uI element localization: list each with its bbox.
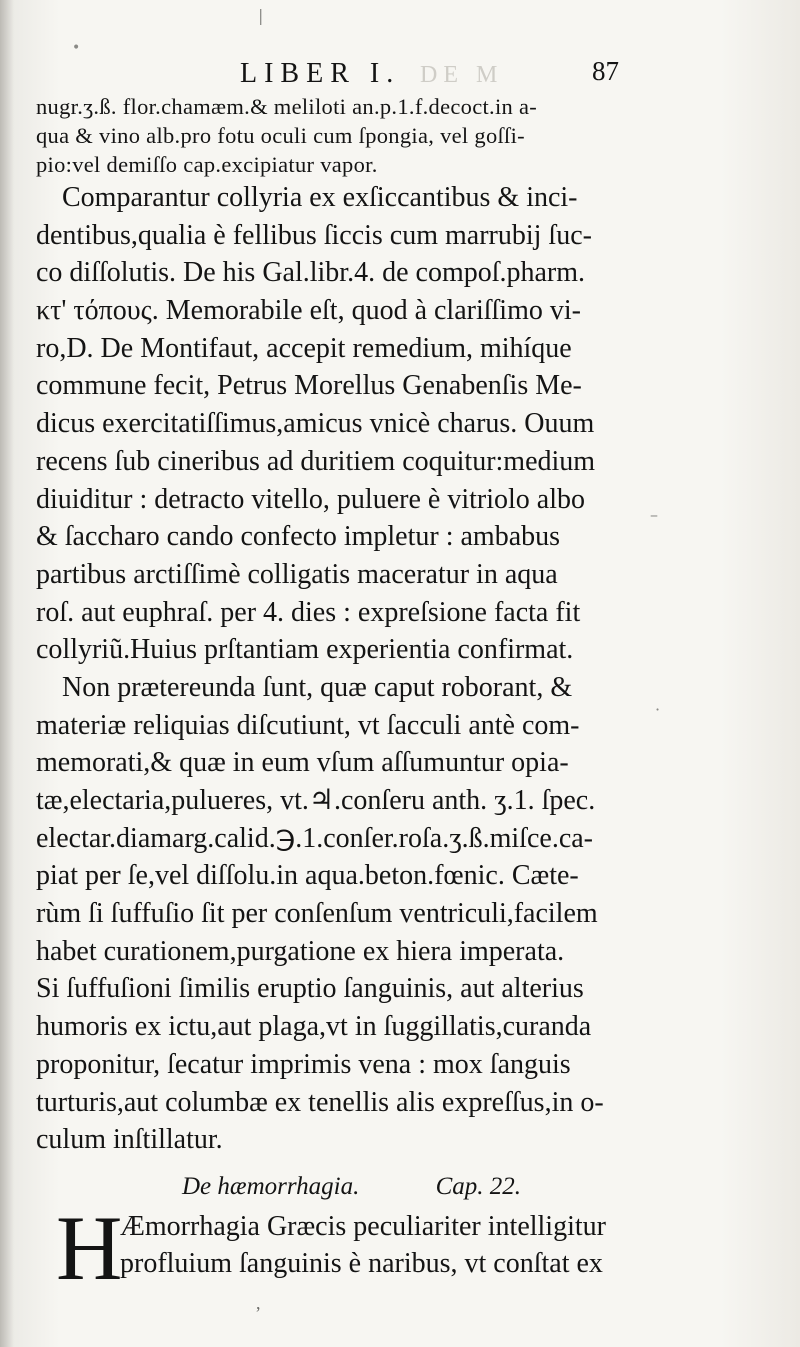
text-line: roſ. aut euphraſ. per 4. dies : expreſsione facta fit <box>36 596 581 628</box>
text-line: tæ,electaria,pulueres, vt.♃.conſeru anth. ʒ.1. ſpec. <box>36 785 596 816</box>
show-through-text: DE M <box>420 62 504 88</box>
text-line: piat per ſe,vel diſſolu.in aqua.beton.fœnic. Cæte- <box>36 860 579 892</box>
text-line: habet curationem,purgatione ex hiera imperata. <box>36 935 565 967</box>
chapter-heading <box>182 1173 521 1201</box>
text-line: co diſſolutis. De his Gal.libr.4. de compoſ.pharm. <box>36 257 586 289</box>
text-line: dentibus,qualia è fellibus ſiccis cum marrubij ſuc- <box>36 219 592 251</box>
ink-speck: , <box>256 1293 261 1313</box>
drop-cap-initial: H <box>56 1197 123 1299</box>
text-line: humoris ex ictu,aut plaga,vt in ſuggillatis,curanda <box>36 1011 592 1043</box>
running-head: LIBER I. <box>240 58 401 89</box>
text-line: turturis,aut columbæ ex tenellis alis expreſſus,in o- <box>36 1086 604 1118</box>
text-line: ro,D. De Montifaut, accepit remedium, mihíque <box>36 332 572 364</box>
text-line: rùm ſi ſuffuſio ſit per conſenſum ventriculi,facilem <box>36 898 598 930</box>
text-line: pio:vel demiſſo cap.excipiatur vapor. <box>36 152 378 177</box>
text-line: κτ' τόπους. Memorabile eſt, quod à clariſſimo vi- <box>36 295 581 327</box>
text-line: commune fecit, Petrus Morellus Genabenſis Me- <box>36 370 582 402</box>
text-line: profluium ſanguinis è naribus, vt conſtat ex <box>120 1248 603 1279</box>
chapter-title: De hæmorrhagia. <box>182 1173 360 1200</box>
text-line: partibus arctiſſimè colligatis maceratur in aqua <box>36 558 558 590</box>
ink-speck: · <box>655 700 661 719</box>
text-line: culum inſtillatur. <box>36 1124 223 1156</box>
text-line: Æmorrhagia Græcis peculiariter intelligitur <box>120 1211 606 1242</box>
text-line: recens ſub cineribus ad duritiem coquitur:medium <box>36 445 596 477</box>
text-line: memorati,& quæ in eum vſum aſſumuntur opia- <box>36 747 569 779</box>
text-line: dicus exercitatiſſimus,amicus vnicè charus. Ouum <box>36 408 595 440</box>
text-line: electar.diamarg.calid.℈.1.conſer.roſa.ʒ.ß.miſce.ca- <box>36 822 593 854</box>
text-line: Non prætereunda ſunt, quæ caput roborant, & <box>62 671 573 703</box>
chapter-number: Cap. 22. <box>435 1173 522 1200</box>
gutter-shadow <box>0 0 14 1347</box>
text-line: qua & vino alb.pro fotu oculi cum ſpongia, vel goſſi- <box>36 123 525 148</box>
text-line: Si ſuffuſioni ſimilis eruptio ſanguinis, aut alterius <box>36 973 584 1005</box>
ink-speck: – <box>650 505 658 524</box>
text-line: diuiditur : detracto vitello, puluere è vitriolo albo <box>36 483 585 515</box>
text-line: collyriũ.Huius prſtantiam experientia confirmat. <box>36 634 574 666</box>
text-line: proponitur, ſecatur imprimis vena : mox ſanguis <box>36 1048 571 1080</box>
text-line: Comparantur collyria ex exſiccantibus & inci- <box>62 182 578 213</box>
page-number: 87 <box>592 56 619 86</box>
ink-speck: • <box>72 40 81 56</box>
text-line: nugr.ʒ.ß. flor.chamæm.& meliloti an.p.1.f.decoct.in a- <box>36 94 538 119</box>
text-line: materiæ reliquias diſcutiunt, vt ſacculi antè com- <box>36 709 580 741</box>
main-text <box>36 92 656 1159</box>
text-line: & ſaccharo cando confecto impletur : ambabus <box>36 521 561 553</box>
ink-speck: | <box>258 6 264 25</box>
chapter-body <box>56 1197 656 1299</box>
